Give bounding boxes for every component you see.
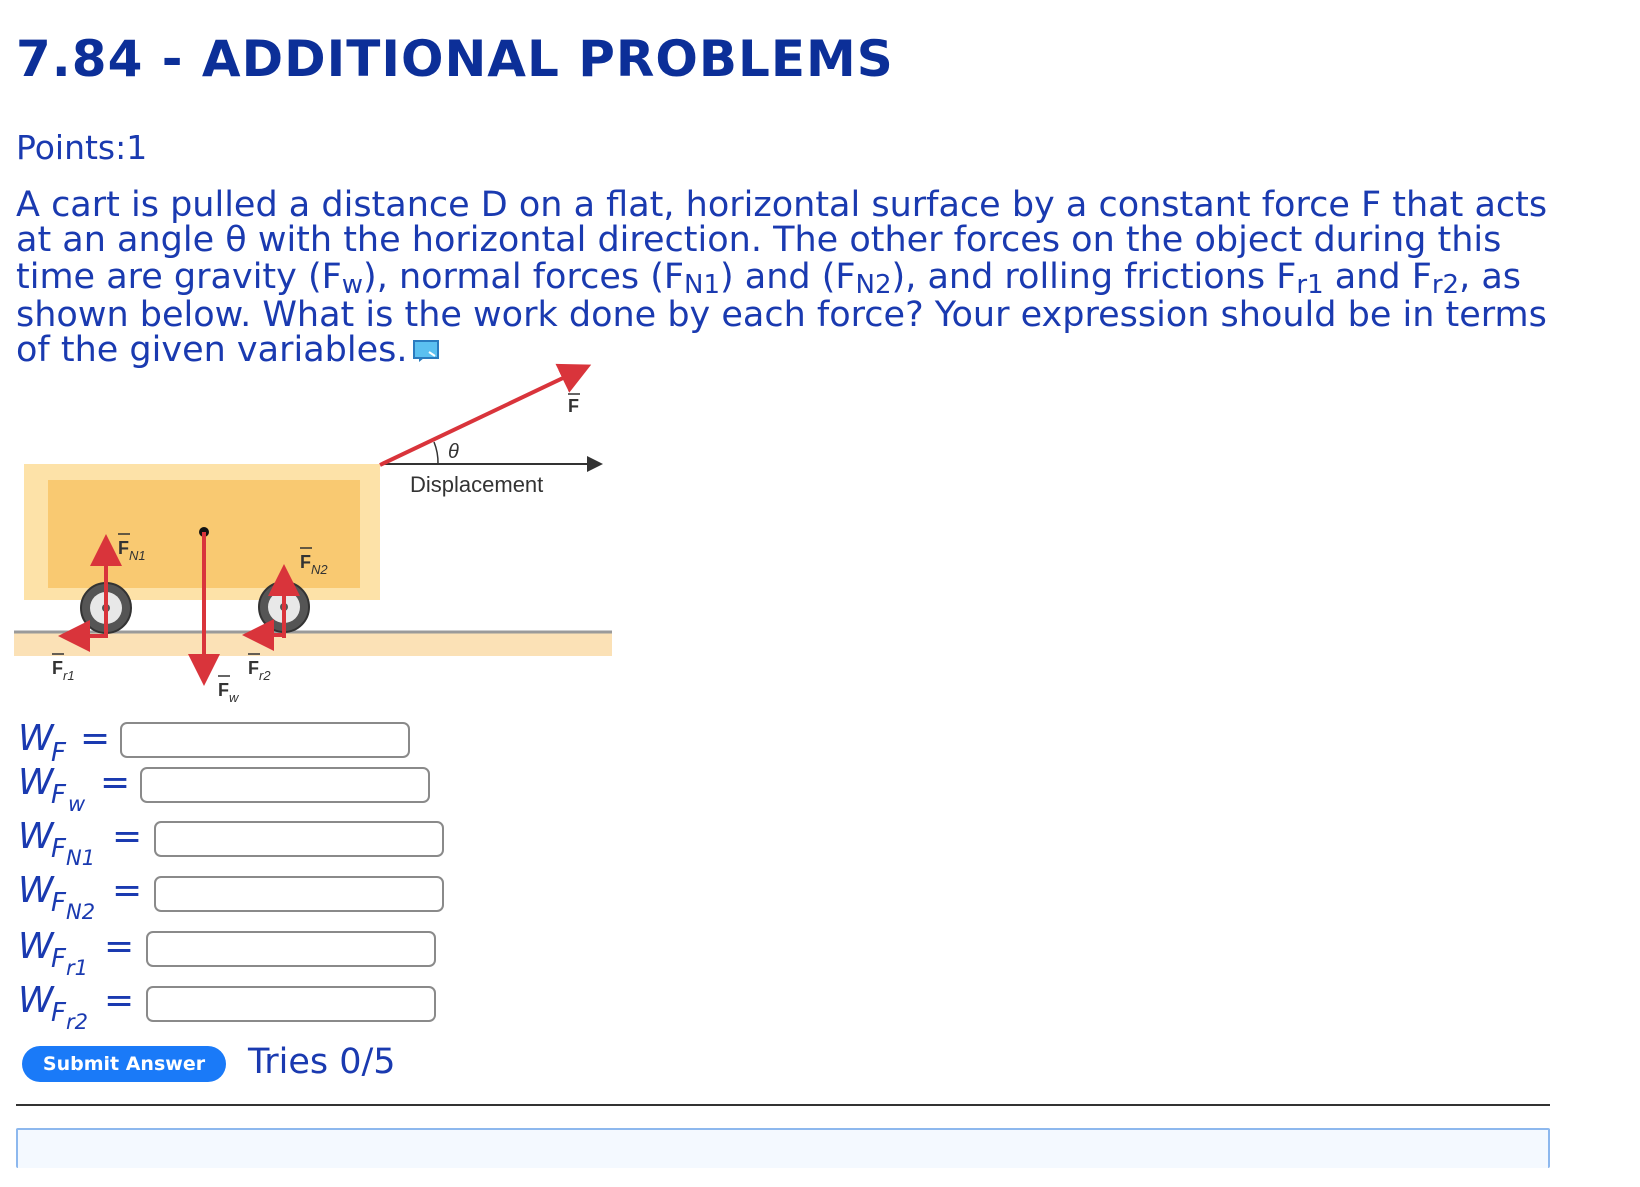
friction-2-label: $F_{r2}$ [248,658,271,683]
friction-1-label: $F_{r1}$ [52,658,75,683]
normal-force-2-label: $F_{N2}$ [300,552,328,577]
next-section-panel [16,1128,1550,1168]
problem-line-1: A cart is pulled a distance D on a flat, horizontal surface by a constant force F that acts [16,185,1548,225]
work-FN2-input[interactable] [154,876,444,912]
applied-force-arrow [380,368,584,465]
force-F-label: F [568,396,579,416]
problem-line-5: of the given variables. [16,333,1636,368]
work-Fw-input[interactable] [140,767,430,803]
points-label: Points:1 [16,128,148,167]
problem-line-4: shown below. What is the work done by each force? Your expression should be in terms [16,295,1547,335]
normal-force-1-label: $F_{N1}$ [118,538,146,563]
problem-line-2: at an angle θ with the horizontal direction. The other forces on the object during this [16,220,1502,260]
note-icon[interactable] [413,340,439,362]
gravity-label: $F_w$ [218,680,239,705]
tries-counter: Tries 0/5 [248,1042,396,1082]
work-FN1-input[interactable] [154,821,444,857]
work-Fr1-input[interactable] [146,931,436,967]
cart-force-diagram [14,360,624,720]
section-divider [16,1104,1550,1106]
displacement-label: Displacement [410,472,544,497]
page-title: 7.84 - ADDITIONAL PROBLEMS [16,30,894,88]
angle-arc [434,442,438,464]
theta-label: θ [448,441,459,463]
problem-line-3: time are gravity $(F_w)$, normal forces $(F_{N1})$ and $(F_{N2})$, and rolling frictions $F_{r1}$ and $F_{r2}$, as [16,257,1522,300]
submit-answer-button[interactable]: Submit Answer [22,1046,226,1082]
work-F-input[interactable] [120,722,410,758]
problem-statement [16,185,1636,370]
work-Fr2-input[interactable] [146,986,436,1022]
